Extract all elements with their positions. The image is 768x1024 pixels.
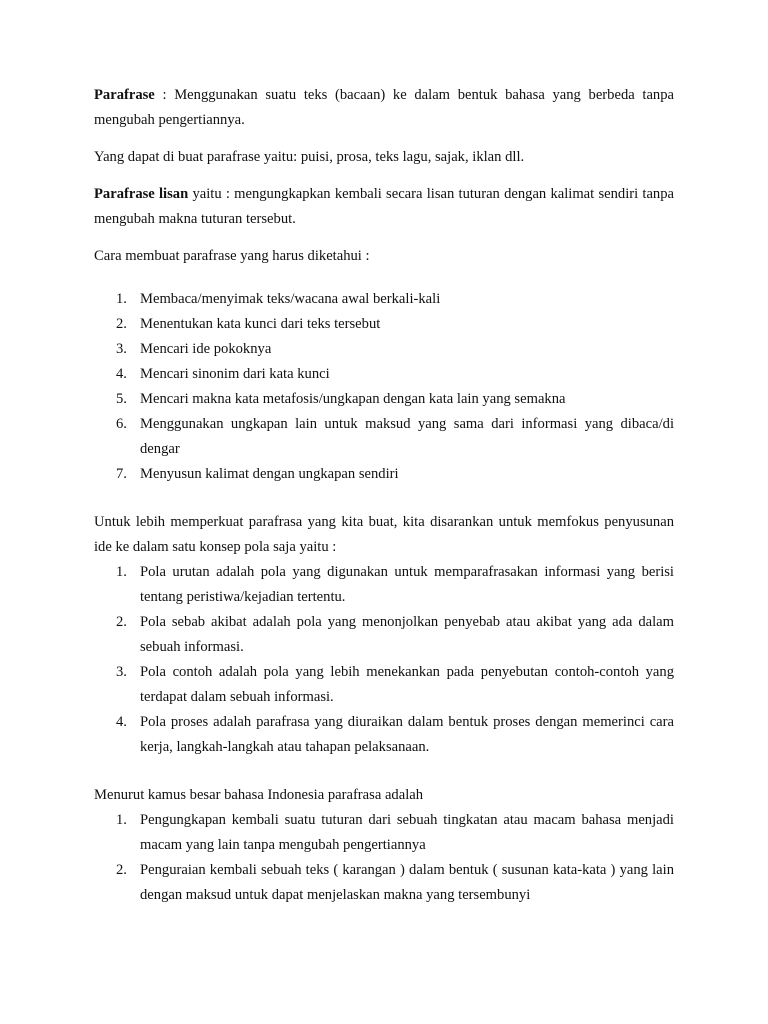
list-item-number: 2. (116, 316, 127, 332)
list-item-text: Pola proses adalah parafrasa yang diuraikan dalam bentuk proses dengan memerinci cara kerja, langkah-langkah atau tahapan pelaksanaan. (140, 714, 674, 755)
paraphrasable-types-paragraph: Yang dapat di buat parafrase yaitu: puisi, prosa, teks lagu, sajak, iklan dll. (94, 149, 525, 165)
steps-list (94, 287, 674, 487)
list-item-text: Mencari sinonim dari kata kunci (140, 366, 330, 382)
kbbi-intro: Menurut kamus besar bahasa Indonesia parafrasa adalah (94, 787, 424, 803)
list-item-number: 2. (116, 614, 127, 630)
oral-paraphrase-text: yaitu : mengungkapkan kembali secara lisan tuturan dengan kalimat sendiri tanpa mengubah makna tuturan tersebut. (94, 186, 674, 227)
list-item-text: Menentukan kata kunci dari teks tersebut (140, 316, 381, 332)
list-item-number: 3. (116, 341, 127, 357)
list-item-text: Menggunakan ungkapan lain untuk maksud yang sama dari informasi yang dibaca/di dengar (140, 416, 674, 457)
list-item-number: 2. (116, 862, 127, 878)
list-item (94, 462, 674, 487)
list-item (94, 858, 674, 908)
list-item-number: 7. (116, 466, 127, 482)
list-item-number: 3. (116, 664, 127, 680)
list-item (94, 337, 674, 362)
oral-paraphrase-term: Parafrase lisan (94, 186, 189, 202)
list-item-text: Pola urutan adalah pola yang digunakan untuk memparafrasakan informasi yang berisi tentang peristiwa/kejadian tertentu. (140, 564, 674, 605)
list-item (94, 412, 674, 462)
list-item-number: 1. (116, 812, 127, 828)
definition-paragraph (94, 83, 674, 133)
list-item-number: 1. (116, 564, 127, 580)
patterns-intro: Untuk lebih memperkuat parafrasa yang kita buat, kita disarankan untuk memfokus penyusunan ide ke dalam satu konsep pola saja yaitu : (94, 514, 674, 555)
list-item-text: Membaca/menyimak teks/wacana awal berkali-kali (140, 291, 441, 307)
list-item (94, 560, 674, 610)
list-item (94, 808, 674, 858)
list-item-number: 6. (116, 416, 127, 432)
steps-intro: Cara membuat parafrase yang harus diketahui : (94, 248, 370, 264)
list-item-text: Pengungkapan kembali suatu tuturan dari sebuah tingkatan atau macam bahasa menjadi macam yang lain tanpa mengubah pengertiannya (140, 812, 674, 853)
list-item (94, 660, 674, 710)
list-item (94, 387, 674, 412)
oral-paraphrase-paragraph (94, 182, 674, 232)
list-item (94, 610, 674, 660)
list-item-text: Pola contoh adalah pola yang lebih menekankan pada penyebutan contoh-contoh yang terdapat dalam sebuah informasi. (140, 664, 674, 705)
list-item (94, 312, 674, 337)
list-item-number: 5. (116, 391, 127, 407)
list-item-number: 1. (116, 291, 127, 307)
list-item-text: Penguraian kembali sebuah teks ( karangan ) dalam bentuk ( susunan kata-kata ) yang lain dengan maksud untuk dapat menjelaskan makna yang tersembunyi (140, 862, 674, 903)
list-item-number: 4. (116, 366, 127, 382)
list-item-text: Mencari makna kata metafosis/ungkapan dengan kata lain yang semakna (140, 391, 566, 407)
list-item (94, 710, 674, 760)
kbbi-definitions-list (94, 808, 674, 908)
definition-term: Parafrase (94, 87, 155, 103)
list-item (94, 362, 674, 387)
list-item-text: Menyusun kalimat dengan ungkapan sendiri (140, 466, 399, 482)
patterns-list (94, 560, 674, 760)
list-item-number: 4. (116, 714, 127, 730)
list-item-text: Pola sebab akibat adalah pola yang menonjolkan penyebab atau akibat yang ada dalam sebuah informasi. (140, 614, 674, 655)
list-item (94, 287, 674, 312)
list-item-text: Mencari ide pokoknya (140, 341, 272, 357)
definition-text: : Menggunakan suatu teks (bacaan) ke dalam bentuk bahasa yang berbeda tanpa mengubah pengertiannya. (94, 87, 674, 128)
